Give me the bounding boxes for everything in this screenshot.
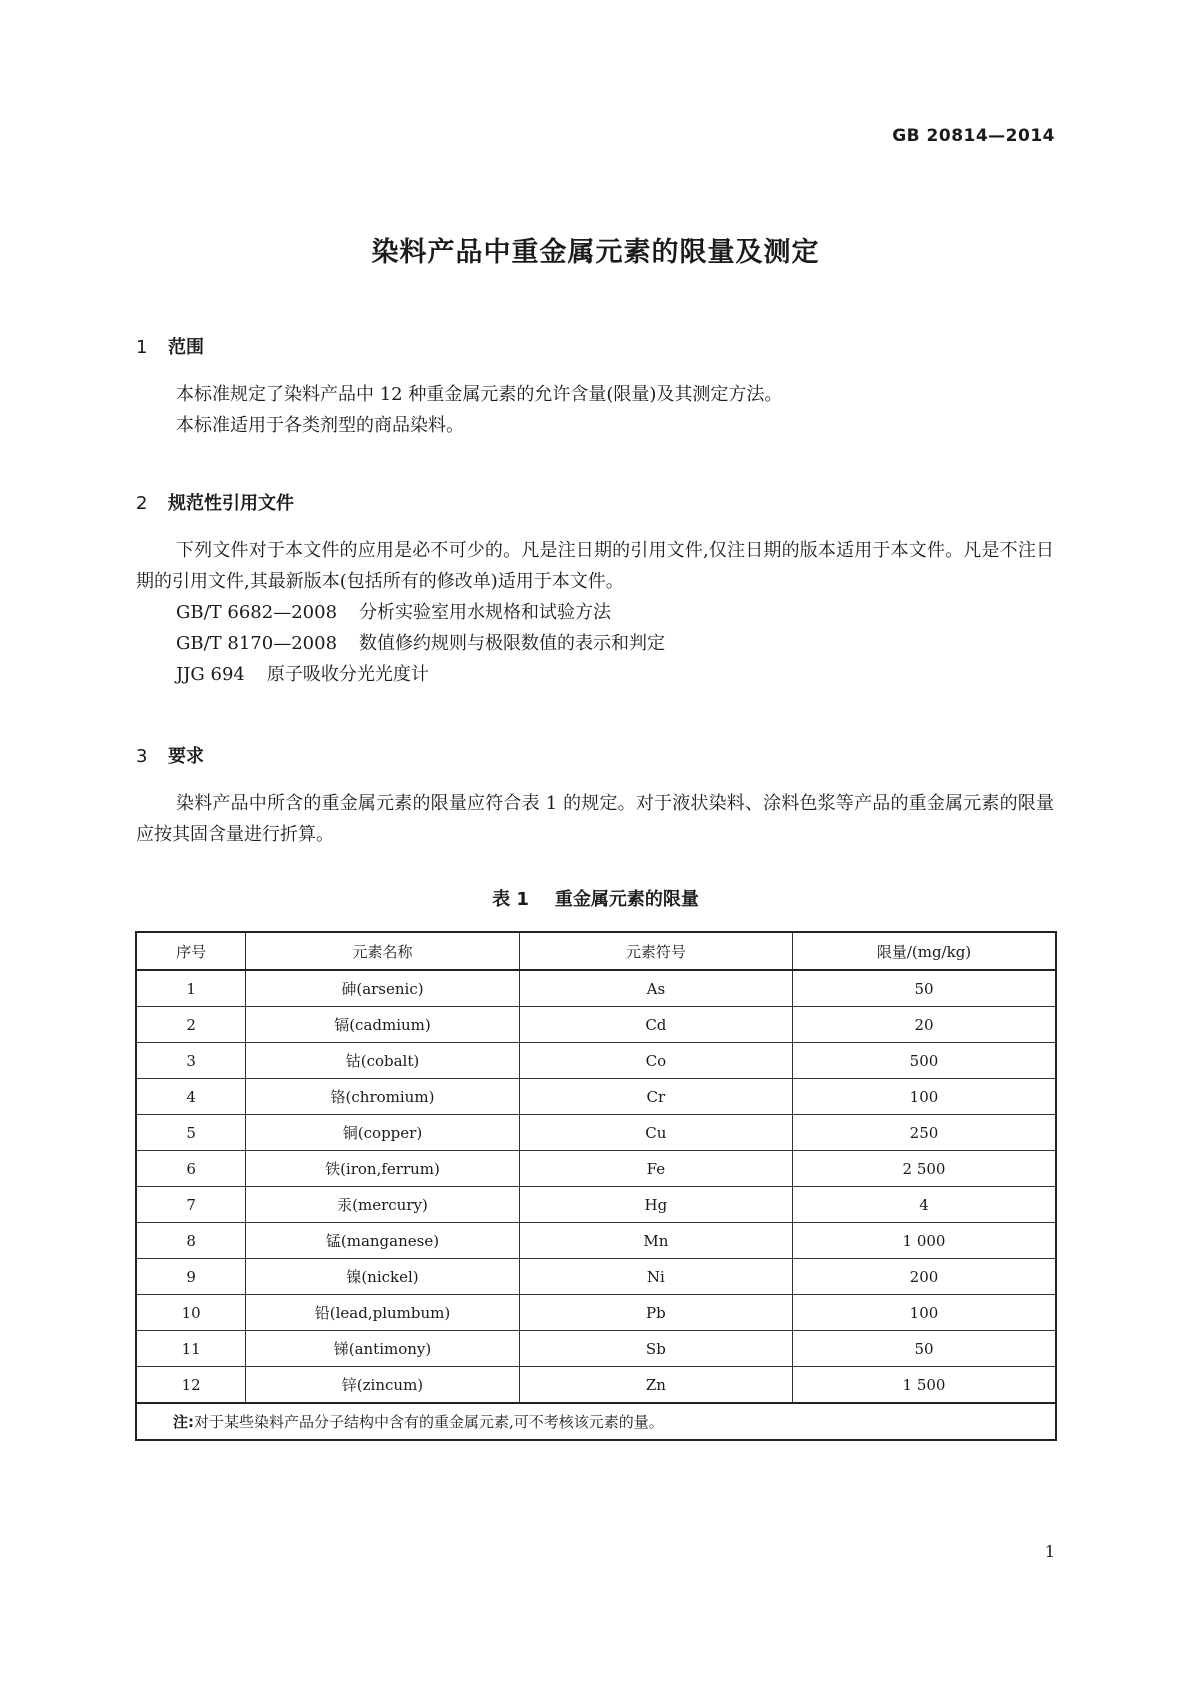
- cell-limit: 50: [793, 970, 1057, 1007]
- cell-element-name: 镉(cadmium): [246, 1007, 520, 1043]
- cell-number: 10: [136, 1295, 246, 1331]
- table-caption: [0, 885, 1191, 911]
- section-2-intro: [136, 535, 1054, 597]
- header-cell: 元素符号: [519, 932, 792, 970]
- cell-limit: 1 500: [793, 1367, 1057, 1404]
- cell-number: 8: [136, 1223, 246, 1259]
- table-row: [136, 1043, 1056, 1079]
- header-cell: 序号: [136, 932, 246, 970]
- cell-number: 12: [136, 1367, 246, 1404]
- header-cell: 元素名称: [246, 932, 520, 970]
- cell-limit: 20: [793, 1007, 1057, 1043]
- table-row: [136, 1007, 1056, 1043]
- reference-item: [176, 597, 611, 628]
- cell-symbol: Cu: [519, 1115, 792, 1151]
- table-row: [136, 1079, 1056, 1115]
- cell-number: 1: [136, 970, 246, 1007]
- reference-item: [176, 659, 429, 690]
- section-3-body: [136, 788, 1054, 850]
- document-title: 染料产品中重金属元素的限量及测定: [371, 237, 820, 268]
- header-cell: 限量/(mg/kg): [793, 932, 1057, 970]
- cell-symbol: Fe: [519, 1151, 792, 1187]
- section-number: 3: [136, 746, 148, 767]
- section-1-body: [136, 379, 1054, 441]
- cell-symbol: Sb: [519, 1331, 792, 1367]
- reference-title: 数值修约规则与极限数值的表示和判定: [359, 633, 666, 654]
- cell-symbol: Cr: [519, 1079, 792, 1115]
- cell-number: 9: [136, 1259, 246, 1295]
- table-note-row: [136, 1403, 1056, 1440]
- cell-symbol: Ni: [519, 1259, 792, 1295]
- reference-title: 分析实验室用水规格和试验方法: [359, 602, 612, 623]
- cell-limit: 1 000: [793, 1223, 1057, 1259]
- cell-element-name: 铅(lead,plumbum): [246, 1295, 520, 1331]
- standard-code: GB 20814—2014: [892, 126, 1055, 146]
- table-label: 表 1: [492, 889, 529, 910]
- cell-symbol: As: [519, 970, 792, 1007]
- cell-element-name: 铜(copper): [246, 1115, 520, 1151]
- table-row: [136, 1223, 1056, 1259]
- cell-limit: 4: [793, 1187, 1057, 1223]
- cell-element-name: 汞(mercury): [246, 1187, 520, 1223]
- cell-number: 6: [136, 1151, 246, 1187]
- section-number: 2: [136, 493, 148, 514]
- table-row: [136, 1151, 1056, 1187]
- table-row: [136, 1259, 1056, 1295]
- cell-number: 7: [136, 1187, 246, 1223]
- cell-element-name: 镍(nickel): [246, 1259, 520, 1295]
- reference-code: GB/T 6682—2008: [176, 602, 338, 623]
- section-title: 范围: [168, 337, 204, 358]
- cell-element-name: 钴(cobalt): [246, 1043, 520, 1079]
- cell-symbol: Hg: [519, 1187, 792, 1223]
- limits-table: [135, 931, 1057, 1441]
- reference-code: GB/T 8170—2008: [176, 633, 338, 654]
- cell-limit: 50: [793, 1331, 1057, 1367]
- cell-symbol: Zn: [519, 1367, 792, 1404]
- table-row: [136, 1115, 1056, 1151]
- table-header-row: [136, 932, 1056, 970]
- section-2-heading: [136, 489, 294, 515]
- cell-number: 5: [136, 1115, 246, 1151]
- table-row: [136, 1367, 1056, 1404]
- cell-element-name: 铬(chromium): [246, 1079, 520, 1115]
- section-title: 规范性引用文件: [168, 493, 294, 514]
- cell-limit: 2 500: [793, 1151, 1057, 1187]
- section-number: 1: [136, 337, 148, 358]
- note-text: 对于某些染料产品分子结构中含有的重金属元素,可不考核该元素的量。: [194, 1413, 664, 1431]
- cell-element-name: 砷(arsenic): [246, 970, 520, 1007]
- paragraph: 下列文件对于本文件的应用是必不可少的。凡是注日期的引用文件,仅注日期的版本适用于本文件。凡是不注日期的引用文件,其最新版本(包括所有的修改单)适用于本文件。: [136, 540, 1054, 592]
- paragraph: 本标准规定了染料产品中 12 种重金属元素的允许含量(限量)及其测定方法。: [176, 384, 783, 405]
- section-title: 要求: [168, 746, 204, 767]
- cell-limit: 200: [793, 1259, 1057, 1295]
- cell-symbol: Mn: [519, 1223, 792, 1259]
- cell-element-name: 铁(iron,ferrum): [246, 1151, 520, 1187]
- cell-element-name: 锰(manganese): [246, 1223, 520, 1259]
- cell-element-name: 锑(antimony): [246, 1331, 520, 1367]
- table-row: [136, 1187, 1056, 1223]
- cell-limit: 100: [793, 1079, 1057, 1115]
- cell-limit: 250: [793, 1115, 1057, 1151]
- paragraph: 本标准适用于各类剂型的商品染料。: [176, 415, 464, 436]
- table-row: [136, 970, 1056, 1007]
- section-3-heading: [136, 742, 204, 768]
- section-1-heading: [136, 333, 204, 359]
- table-title: 重金属元素的限量: [554, 889, 699, 910]
- cell-number: 2: [136, 1007, 246, 1043]
- paragraph: 染料产品中所含的重金属元素的限量应符合表 1 的规定。对于液状染料、涂料色浆等产品的重金属元素的限量应按其固含量进行折算。: [136, 793, 1054, 845]
- note-label: 注:: [173, 1413, 194, 1431]
- cell-symbol: Cd: [519, 1007, 792, 1043]
- page-number: 1: [1044, 1542, 1055, 1561]
- table-row: [136, 1331, 1056, 1367]
- table-note: [136, 1403, 1056, 1440]
- reference-title: 原子吸收分光光度计: [266, 664, 429, 685]
- cell-symbol: Pb: [519, 1295, 792, 1331]
- cell-limit: 100: [793, 1295, 1057, 1331]
- cell-symbol: Co: [519, 1043, 792, 1079]
- cell-element-name: 锌(zincum): [246, 1367, 520, 1404]
- reference-code: JJG 694: [176, 664, 245, 685]
- cell-number: 4: [136, 1079, 246, 1115]
- cell-number: 11: [136, 1331, 246, 1367]
- cell-number: 3: [136, 1043, 246, 1079]
- table-row: [136, 1295, 1056, 1331]
- cell-limit: 500: [793, 1043, 1057, 1079]
- reference-item: [176, 628, 665, 659]
